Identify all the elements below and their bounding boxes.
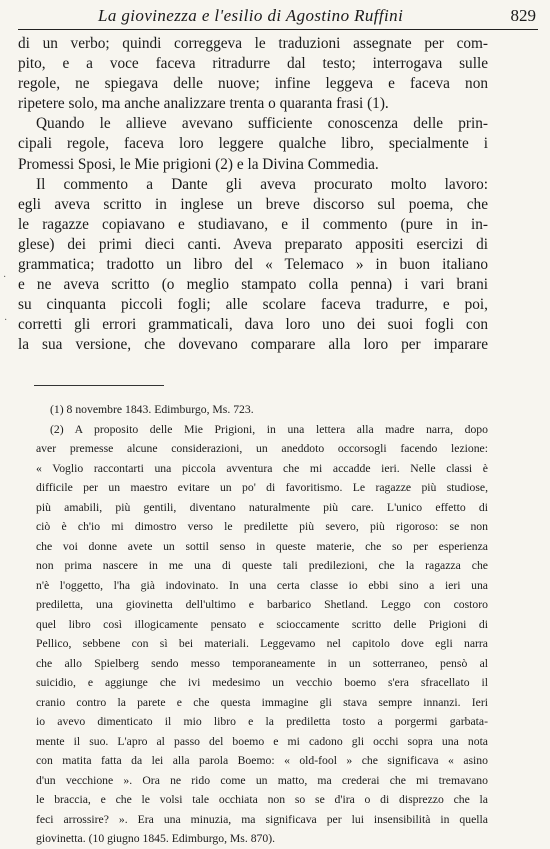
text-line: le ragazze copiavano e studiavano, e il commento (pure in in- [18, 215, 488, 233]
footnote-rule [34, 385, 164, 386]
main-text [18, 34, 488, 356]
footnote-line: ciò è ch'io mi dimostro verso le predilette più severo, più rigoroso: se non [36, 520, 488, 533]
text-line: corretti gli errori grammaticali, dava loro uno dei suoi fogli con [18, 316, 488, 334]
text-line: grammatica; tradotto un libro del « Telemaco » in buon italiano [18, 256, 488, 274]
footnote-line: « Voglio raccontarti una piccola avventura che mi accadde ieri. Nelle classi è [36, 461, 488, 475]
footnote-line: prediletta, una giovinetta dell'ultimo e barbarico Shetland. Leggo con costoro [36, 598, 488, 611]
footnote-line: feci arrossire? ». Era una minuzia, ma significava per lui insensibilità in quella [36, 812, 488, 826]
page-number: 829 [510, 6, 536, 25]
footnote-line: d'un vecchione ». Ora ne rido come un matto, ma crederai che mi tremavano [36, 773, 488, 787]
text-line: su cinquanta piccoli fogli; alle scolare faceva tradurre, e poi, [18, 296, 488, 314]
footnote-line: che voi donne avete un sottil senso in queste materie, che so per esperienza [36, 539, 488, 553]
footnote-line: quel libro così illogicamente pensato e scioccamente scritto delle Prigioni di [36, 617, 488, 631]
footnote-line: con matita fatta da lei alla parola Boemo: « old-fool » che significava « asino [36, 754, 488, 767]
footnote-line: difficile per un maestro evitare un po' di favoritismo. Le ragazze più studiose, [36, 481, 488, 494]
footnote-line: che allo Spielberg sendo messo temporaneamente in un sotterraneo, pensò al [36, 656, 488, 670]
text-line: Il commento a Dante gli aveva procurato molto lavoro: [36, 175, 488, 193]
footnote-line: io avevo dimenticato il mio libro e la prediletta tosto a porgermi garbata- [36, 715, 488, 728]
footnote-line: Pellico, sebbene con sì bei materiali. Leggevamo nel capitolo dove egli narra [36, 637, 488, 650]
text-line: pito, e a voce faceva ritradurre dal testo; interrogava sulle [18, 55, 488, 73]
footnote-line: (2) A proposito delle Mie Prigioni, in una lettera alla madre narra, dopo [50, 422, 488, 436]
footnote-line: più amabili, più gentili, diventano naturalmente più care. L'unico effetto di [36, 500, 488, 514]
footnote-line: aver premesse alcune considerazioni, un aneddoto occorsogli facendo lezione: [36, 442, 488, 455]
footnote-line: le braccia, e che le volsi tale occhiata non so se d'ira o di disprezzo che la [36, 793, 488, 806]
footnote-line: non prima nascere in me una di queste tali predilezioni, che la ragazza che [36, 559, 488, 572]
text-line: e ne aveva scritto (o meglio stampato colla penna) i vari brani [18, 276, 488, 294]
footnote-line: cranio contro la parete e che questa immagine gli stava sempre innanzi. Ieri [36, 695, 488, 709]
running-title: La giovinezza e l'esilio di Agostino Ruffini [98, 6, 404, 25]
footnote-line: suicidio, e aggiunge che ivi medesimo un vecchio boemo s'era sfracellato il [36, 676, 488, 689]
margin-mark: · [4, 315, 8, 326]
footnote-line: giovinetta. (10 giugno 1845. Edimburgo, Ms. 870). [36, 832, 276, 845]
header-rule [18, 29, 538, 30]
footnotes [36, 400, 488, 849]
text-line: ripetere solo, ma anche analizzare trenta o quaranta frasi (1). [18, 95, 389, 113]
text-line: di un verbo; quindi correggeva le traduzioni assegnate per com- [18, 35, 488, 52]
text-line: Quando le allieve avevano sufficiente conoscenza delle prin- [36, 115, 488, 133]
text-line: egli aveva scritto in inglese un breve discorso sul poema, che [18, 195, 488, 213]
page-header [18, 2, 538, 28]
footnote-line: n'è l'oggetto, l'ha già indovinato. In una certa classe io ebbi sino a ieri una [36, 578, 488, 592]
text-line: regole, ne spiegava delle nuove; infine leggeva e faceva non [18, 75, 488, 93]
text-line: glese) dei primi dieci canti. Aveva preparato appositi esercizi di [18, 235, 488, 253]
margin-mark: · [3, 272, 7, 283]
footnote-line: (1) 8 novembre 1843. Edimburgo, Ms. 723. [50, 403, 254, 416]
text-line: cipali regole, faceva loro leggere qualche libro, specialmente i [18, 135, 488, 153]
text-line: Promessi Sposi, le Mie prigioni (2) e la Divina Commedia. [18, 155, 379, 173]
footnote-line: mente il suo. L'apro al passo del boemo e mi cadono gli occhi sopra una nota [36, 734, 488, 748]
text-line: la sua versione, che dovevano comparare alla loro per imparare [18, 336, 488, 354]
